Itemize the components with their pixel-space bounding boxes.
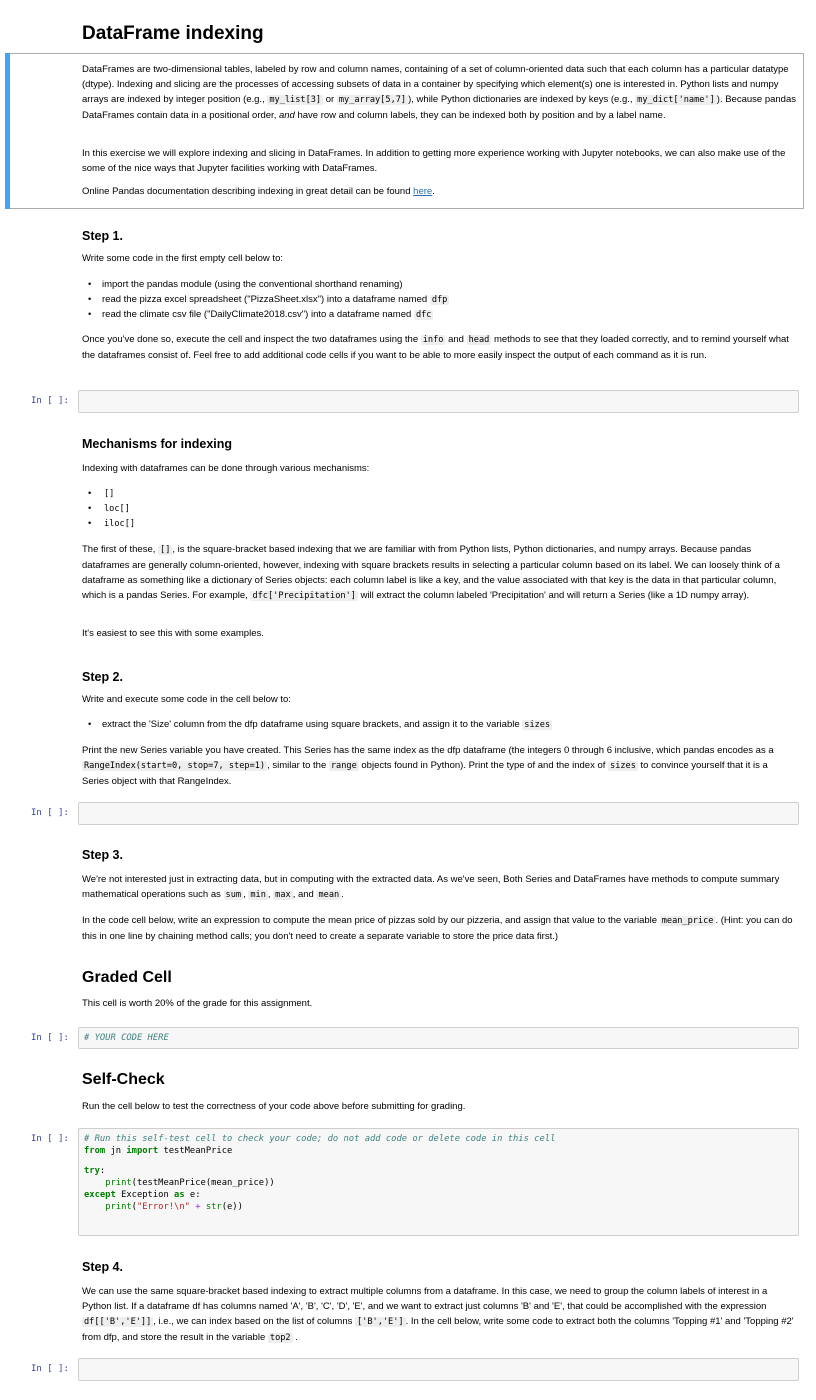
code-line-try: try: <box>84 1166 106 1176</box>
cell-prompt: In [ ]: <box>31 808 69 818</box>
step4-paragraph: We can use the same square-bracket based indexing to extract multiple columns from a dataframe. In this case, we need to group the column labels of interest in a Python list. If a dataframe df has columns named 'A', 'B', 'C', 'D', 'E', and we want to extract just columns 'B' and 'E', that could be accomplished with the expression df[['B','E']] , i.e., we can index based on the list of columns ['B','E'] . In the cell below, write some code to extract both the columns 'Topping #1' and 'Topping #2' from dfp, and store the result in the variable top2 . <box>82 1286 794 1343</box>
cell-prompt: In [ ]: <box>31 1134 69 1144</box>
graded-text: This cell is worth 20% of the grade for this assignment. <box>82 998 313 1009</box>
mechanisms-paragraph: The first of these, [] , is the square-bracket based indexing that we are familiar with from Python lists, Python dictionaries, and numpy arrays. Because pandas dataframes are generally column-oriented, however, indexing with square brackets results in selecting a particular column based on its label. We can loosely think of a dataframe as something like a dictionary of Series objects: each column label is like a key, and the value associated with that key is the data in that particular column, which is a pandas Series. For example, dfc['Precipitation'] will extract the column labeled 'Precipitation' and will return a Series (like a 1D numpy array). <box>82 544 780 601</box>
code-comment: # YOUR CODE HERE <box>84 1033 169 1043</box>
code-line-print: print(testMeanPrice(mean_price)) <box>105 1178 275 1188</box>
mechanisms-paragraph-2: It's easiest to see this with some examples. <box>82 628 264 639</box>
cell-prompt: In [ ]: <box>31 1364 69 1374</box>
cell-prompt: In [ ]: <box>31 396 69 406</box>
intro-paragraph-1: DataFrames are two-dimensional tables, labeled by row and column names, containing of a set of column-oriented data such that each column has a particular datatype (dtype). Indexing and slicing are the processes of accessing subsets of data in a container by specifying which element(s) one is interested in. Python lists and numpy arrays are indexed by integer position (e.g., my_list[3] or my_array[5,7] ), while Python dictionaries are indexed by keys (e.g., my_dict['name'] ). Because pandas DataFrames contain data in a positional order, and have row and column labels, they can be indexed both by position and by a label name. <box>82 64 797 121</box>
code-cell-step2[interactable] <box>78 802 799 825</box>
code-cell-graded[interactable] <box>78 1027 799 1049</box>
step1-bullet-2: • read the pizza excel spreadsheet ("PizzaSheet.xlsx") into a dataframe named dfp <box>102 292 449 308</box>
selfcheck-text: Run the cell below to test the correctness of your code above before submitting for grading. <box>82 1101 466 1112</box>
mechanism-item: • iloc[] <box>102 516 137 532</box>
intro-paragraph-2: In this exercise we will explore indexing and slicing in DataFrames. In addition to getting more experience working with Jupyter notebooks, we can also make use of the some of the nice ways that Jupyter facilities working with DataFrames. <box>82 148 786 174</box>
step3-heading: Step 3. <box>82 848 123 862</box>
step2-bullet-1: • extract the 'Size' column from the dfp dataframe using square brackets, and assign it to the variable sizes <box>102 717 552 733</box>
mechanisms-lead: Indexing with dataframes can be done through various mechanisms: <box>82 463 370 474</box>
step3-paragraph-1: We're not interested just in extracting data, but in computing with the extracted data. As we've seen, Both Series and DataFrames have methods to compute summary mathematical operations such as sum , min , max , and mean . <box>82 874 780 900</box>
mechanism-item: • [] <box>102 486 116 502</box>
page-title: DataFrame indexing <box>82 23 264 44</box>
code-comment: # Run this self-test cell to check your code; do not add code or delete code in this cell <box>84 1134 556 1144</box>
code-cell-step4[interactable] <box>78 1358 799 1381</box>
step2-heading: Step 2. <box>82 670 123 684</box>
intro-paragraph-3: Online Pandas documentation describing indexing in great detail can be found here. <box>82 186 435 197</box>
step1-heading: Step 1. <box>82 229 123 243</box>
code-cell-step1[interactable] <box>78 390 799 413</box>
step1-lead: Write some code in the first empty cell below to: <box>82 253 283 264</box>
code-line-import: from jn import testMeanPrice <box>84 1146 233 1156</box>
step2-paragraph: Print the new Series variable you have created. This Series has the same index as the dfp dataframe (the integers 0 through 6 inclusive, which pandas encodes as a RangeIndex(start=0, stop=7, step=1) , similar to the range objects found in Python). Print the type of and the index of sizes to convince yourself that it is a Series object with that RangeIndex. <box>82 745 774 787</box>
cell-prompt: In [ ]: <box>31 1033 69 1043</box>
graded-heading: Graded Cell <box>82 969 172 986</box>
step1-bullet-1: • import the pandas module (using the conventional shorthand renaming) <box>102 277 403 292</box>
step1-paragraph: Once you've done so, execute the cell and inspect the two dataframes using the info and head methods to see that they loaded correctly, and to remind yourself what the dataframes consist of. Feel free to add additional code cells if you want to be able to more easily inspect the output of each command as it is run. <box>82 334 789 361</box>
docs-link[interactable]: here <box>413 186 433 197</box>
code-line-print-error: print("Error!\n" + str(e)) <box>105 1202 243 1212</box>
step3-paragraph-2: In the code cell below, write an expression to compute the mean price of pizzas sold by our pizzeria, and assign that value to the variable mean_price . (Hint: you can do this in one line by chaining method calls; you don't need to create a separate variable to store the price data first.) <box>82 915 793 942</box>
step4-heading: Step 4. <box>82 1260 123 1274</box>
cell-selection-bar <box>5 53 10 209</box>
mechanisms-heading: Mechanisms for indexing <box>82 437 233 451</box>
step2-lead: Write and execute some code in the cell below to: <box>82 694 291 705</box>
selfcheck-heading: Self-Check <box>82 1071 165 1088</box>
code-line-except: except Exception as e: <box>84 1190 201 1200</box>
code-cell-selfcheck[interactable] <box>78 1128 799 1236</box>
mechanism-item: • loc[] <box>102 501 132 517</box>
step1-bullet-3: • read the climate csv file ("DailyClimate2018.csv") into a dataframe named dfc <box>102 307 433 323</box>
